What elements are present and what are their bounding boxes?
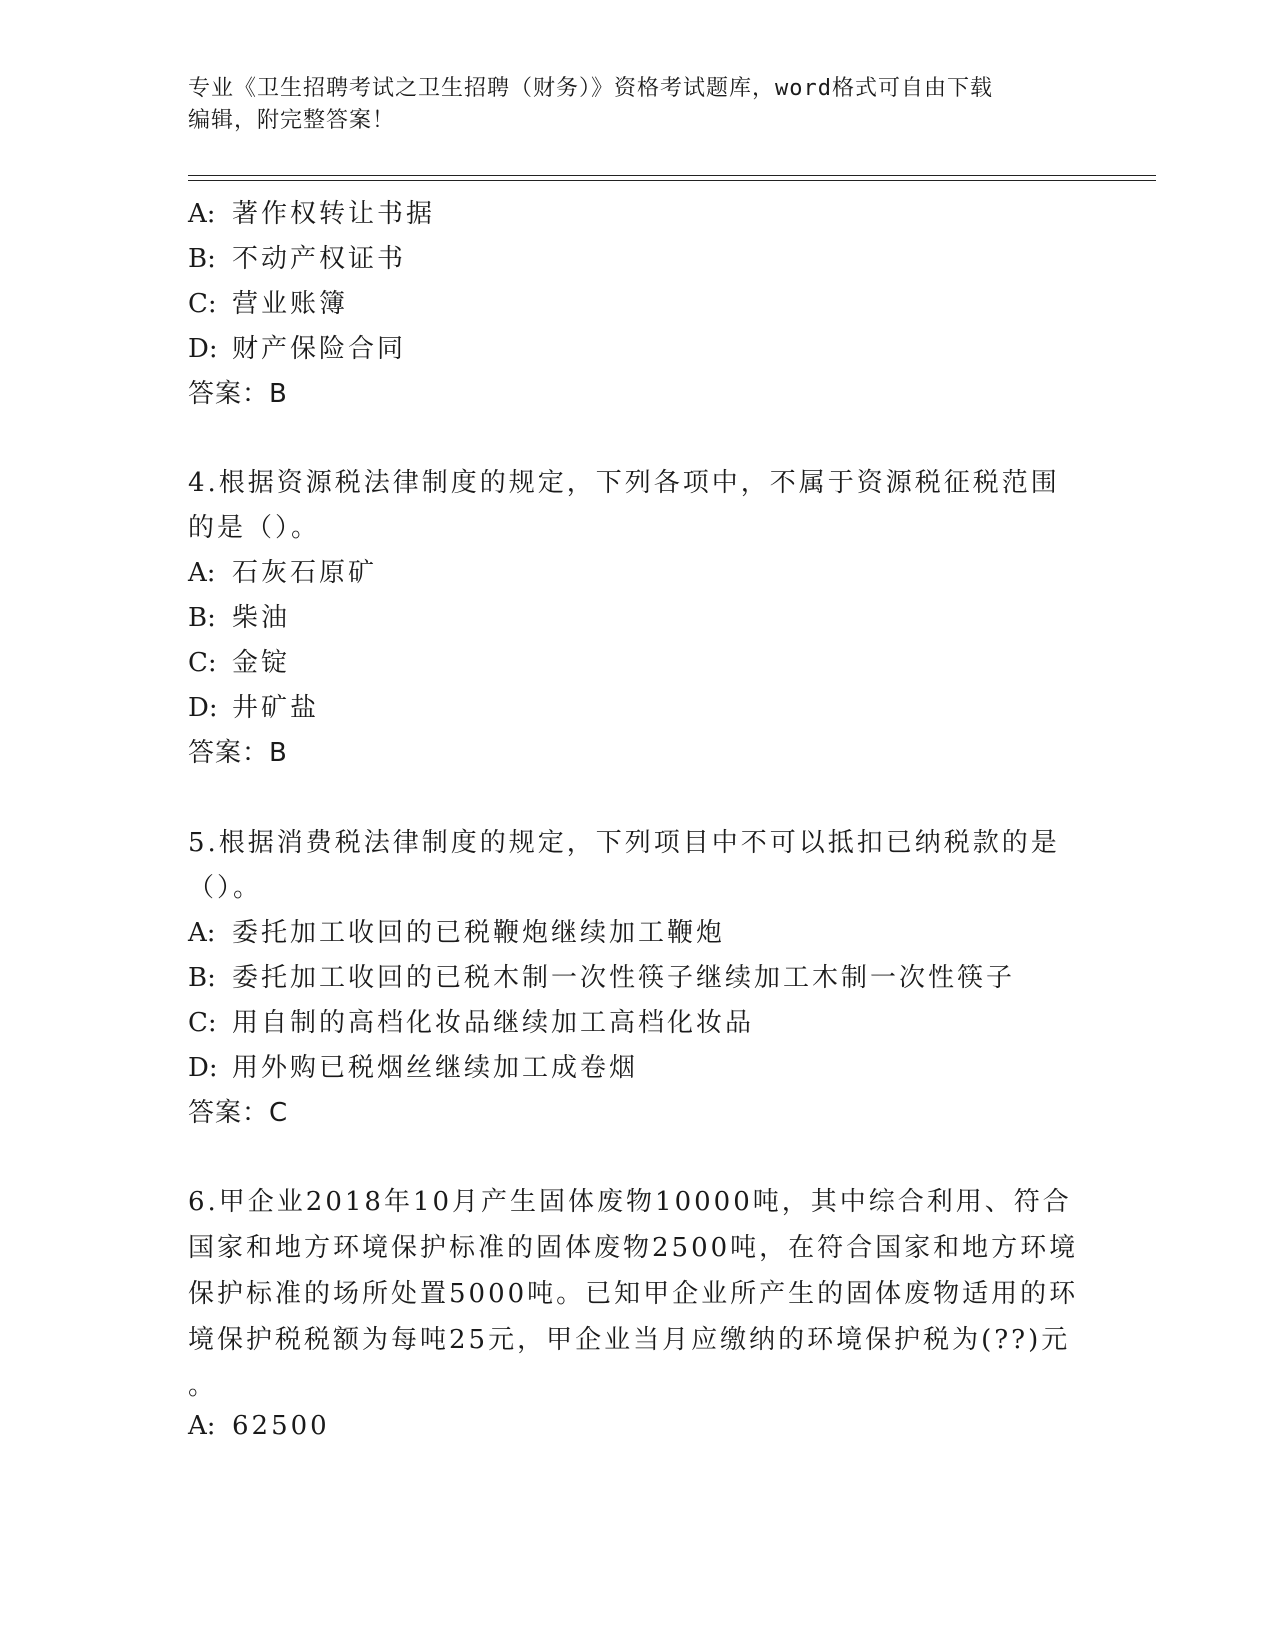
q6-stem-line-1: 6.甲企业2018年10月产生固体废物10000吨，其中综合利用、符合 [188, 1187, 1072, 1217]
q6-stem-line-2: 国家和地方环境保护标准的固体废物2500吨，在符合国家和地方环境 [188, 1233, 1079, 1263]
q6-stem-line-4: 境保护税税额为每吨25元，甲企业当月应缴纳的环境保护税为(??)元 [188, 1325, 1071, 1355]
header-divider-bottom [188, 180, 1156, 181]
q6-stem-line-3: 保护标准的场所处置5000吨。已知甲企业所产生的固体废物适用的环 [188, 1279, 1079, 1309]
header-line-2: 编辑，附完整答案！ [188, 108, 396, 133]
q3-option-d: D: 财产保险合同 [188, 334, 407, 364]
q5-option-c: C: 用自制的高档化妆品继续加工高档化妆品 [188, 1008, 755, 1038]
q5-option-b: B: 委托加工收回的已税木制一次性筷子继续加工木制一次性筷子 [188, 963, 1016, 993]
q4-option-a: A: 石灰石原矿 [188, 558, 378, 588]
q4-option-b: B: 柴油 [188, 603, 291, 633]
q4-stem-line-1: 4.根据资源税法律制度的规定，下列各项中，不属于资源税征税范围 [188, 468, 1060, 498]
q5-option-d: D: 用外购已税烟丝继续加工成卷烟 [188, 1053, 639, 1083]
q3-option-c: C: 营业账簿 [188, 289, 349, 319]
q4-stem-line-2: 的是（）。 [188, 513, 321, 543]
q5-stem-line-2: （）。 [188, 873, 263, 903]
q3-option-a: A: 著作权转让书据 [188, 199, 436, 229]
q5-stem-line-1: 5.根据消费税法律制度的规定，下列项目中不可以抵扣已纳税款的是 [188, 828, 1060, 858]
q3-option-b: B: 不动产权证书 [188, 244, 407, 274]
q5-option-a: A: 委托加工收回的已税鞭炮继续加工鞭炮 [188, 918, 726, 948]
q5-answer: 答案：C [188, 1098, 289, 1128]
q6-option-a: A: 62500 [188, 1411, 330, 1441]
q4-option-c: C: 金锭 [188, 648, 291, 678]
q4-answer: 答案：B [188, 738, 288, 768]
q4-option-d: D: 井矿盐 [188, 693, 320, 723]
q6-stem-line-5: 。 [188, 1371, 218, 1401]
header-line-1: 专业《卫生招聘考试之卫生招聘（财务）》资格考试题库，word格式可自由下载 [188, 76, 993, 101]
document-header [188, 73, 1088, 137]
header-divider-top [188, 175, 1156, 176]
q3-answer: 答案：B [188, 379, 288, 409]
